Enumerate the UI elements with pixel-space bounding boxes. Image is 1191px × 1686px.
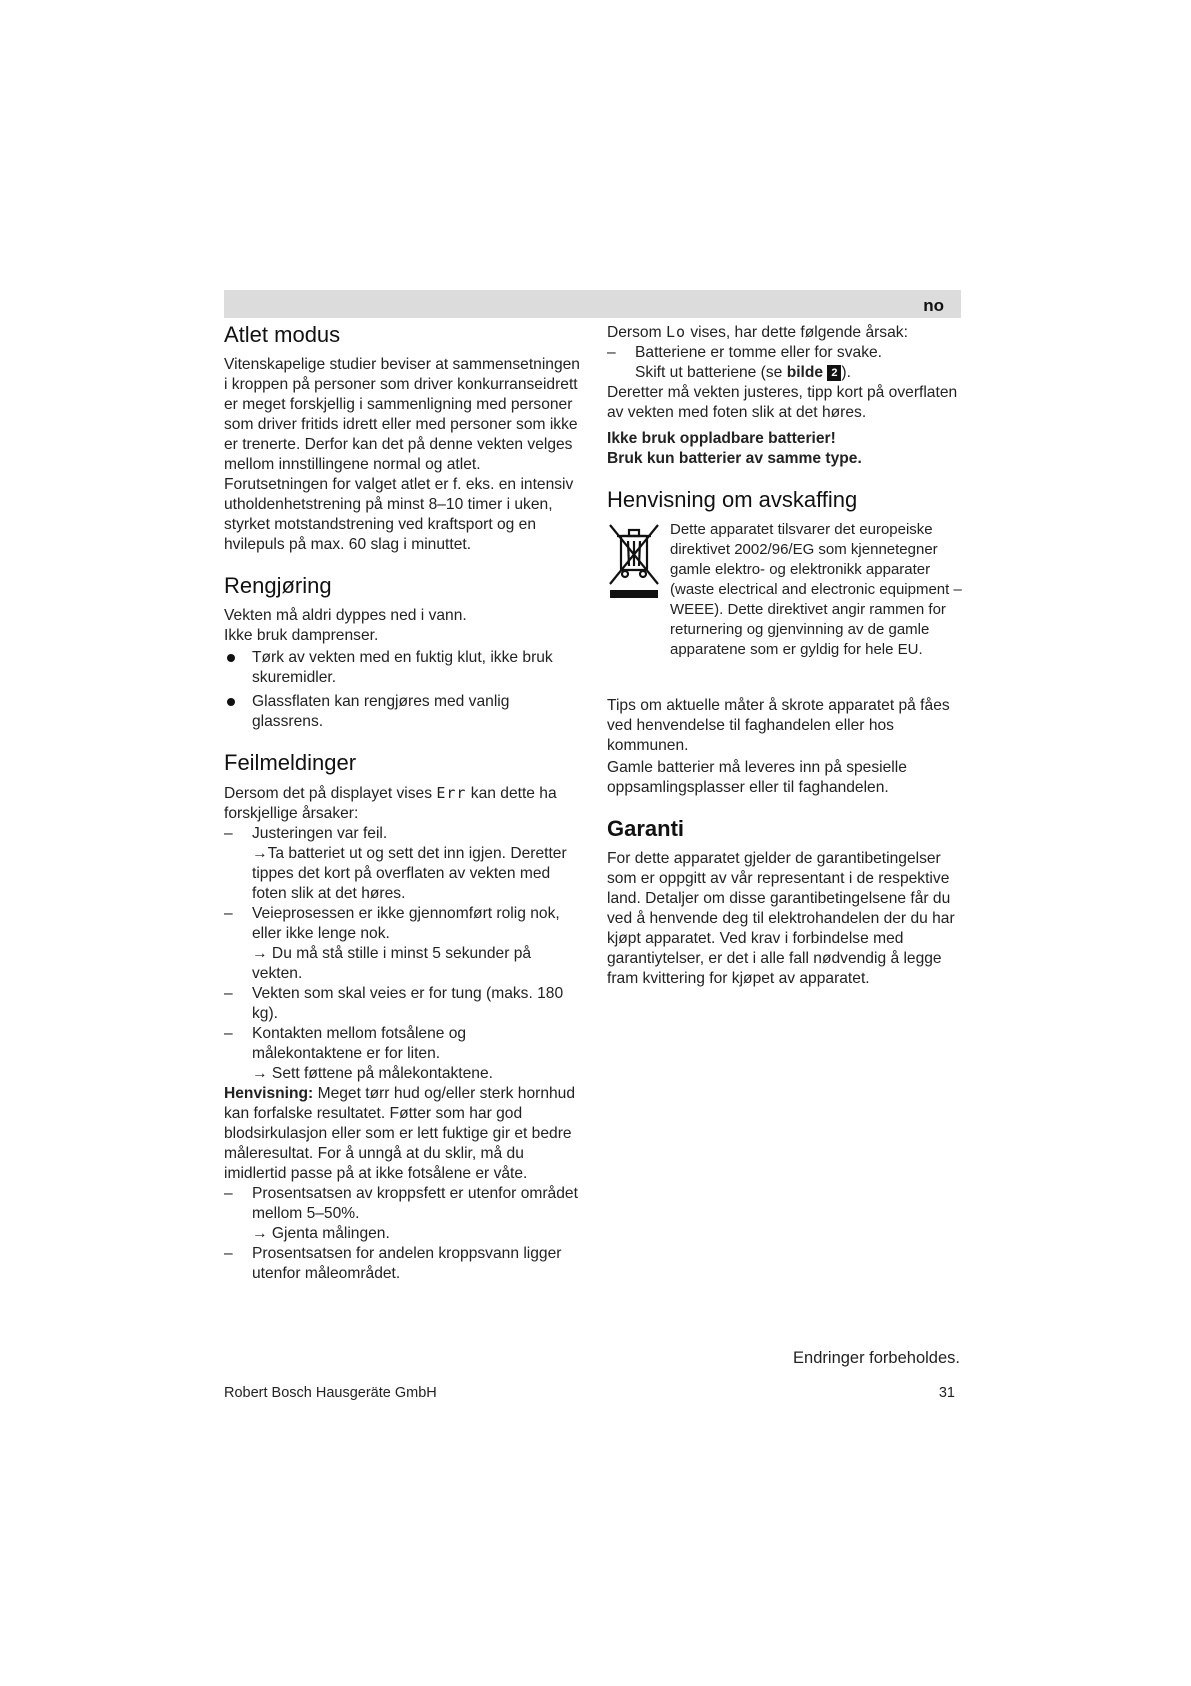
lo-warning-2: Bruk kun batterier av samme type. (607, 450, 862, 467)
section-rengjoring (224, 573, 580, 732)
weee-block (607, 520, 963, 690)
item-text: Veieprosessen er ikke gjennomført rolig nok, eller ikke lenge nok. (252, 905, 560, 942)
header-bar (224, 290, 961, 318)
feil-list-2 (224, 1184, 580, 1284)
remedy-bold: bilde (786, 364, 824, 381)
rengjoring-title: Rengjøring (224, 573, 332, 598)
list-item (224, 1184, 580, 1244)
lo-list (607, 343, 963, 383)
garanti-body: For dette apparatet gjelder de garantibetingelser som er oppgitt av vår representant i de respektive land. Detaljer om disse garantibetingelsene får du ved å henvende deg til elektrohandelen der du har kjøpt apparatet. Ved krav i forbindelse med garantiytelser, er det i alle fall nødvendig å legge fram kvittering for kjøpet av apparatet. (607, 850, 955, 987)
feil-intro-post: kan dette ha forskjellige årsaker: (224, 785, 557, 822)
list-item (224, 1244, 580, 1284)
avskaffing-tips: Tips om aktuelle måter å skrote apparatet på fåes ved henvendelse til faghandelen eller hos kommunen. (607, 697, 950, 754)
feil-note (224, 1084, 580, 1184)
weee-text: Dette apparatet tilsvarer det europeiske direktivet 2002/96/EG som kjennetegner gamle elektro- og elektronikk apparater (waste electrical and electronic equipment – WEEE). Dette direktivet angir rammen for returnering og gjenvinning av de gamle apparatene som er gyldig for hele EU. (670, 521, 962, 658)
item-text: Vekten som skal veies er for tung (maks. 180 kg). (252, 985, 564, 1022)
lo-warning-1: Ikke bruk oppladbare batterier! (607, 430, 836, 447)
page-number: 31 (938, 1385, 955, 1401)
list-item (607, 343, 963, 383)
item-text: Kontakten mellom fotsålene og målekontaktene er for liten. (252, 1025, 467, 1062)
list-item (224, 984, 580, 1024)
footer-company: Robert Bosch Hausgeräte GmbH (224, 1385, 437, 1401)
atlet-body: Vitenskapelige studier beviser at sammensetningen i kroppen på personer som driver konkurranseidrett er meget forskjellig i sammenligning med personer som driver fritids idrett eller med personer som ikke er trenerte. Derfor kan det på denne vekten velges mellom innstillingene normal og atlet. Forutsetningen for valget atlet er f. eks. en intensiv utholdenhetstrening på minst 8–10 timer i uken, styrket motstandstrening ved kraftsport og en hvilepuls på max. 60 slag i minuttet. (224, 356, 580, 553)
avskaffing-title: Henvisning om avskaffing (607, 487, 858, 512)
lo-after: Deretter må vekten justeres, tipp kort på overflaten av vekten med foten slik at det høres. (607, 384, 958, 421)
avskaffing-batteries: Gamle batterier må leveres inn på spesielle oppsamlingsplasser eller til faghandelen. (607, 759, 907, 796)
note-label: Henvisning: (224, 1085, 314, 1102)
item-remedy: →Ta batteriet ut og sett det inn igjen. Deretter tippes det kort på overflaten av vekten med foten slik at det høres. (252, 845, 567, 902)
figure-badge: 2 (827, 365, 841, 381)
item-remedy: → Gjenta målingen. (252, 1225, 390, 1242)
item-remedy: → Sett føttene på målekontaktene. (252, 1065, 493, 1082)
left-column (224, 322, 580, 1284)
lo-intro-pre: Dersom (607, 324, 662, 341)
section-garanti (607, 816, 963, 989)
list-item: Tørk av vekten med en fuktig klut, ikke bruk skuremidler. (224, 648, 580, 688)
feil-title: Feilmeldinger (224, 750, 357, 775)
right-column (607, 322, 963, 989)
garanti-title: Garanti (607, 816, 685, 841)
item-remedy: → Du må stå stille i minst 5 sekunder på vekten. (252, 945, 532, 982)
footer-note: Endringer forbeholdes. (793, 1349, 960, 1367)
crossed-out-bin-icon (607, 522, 661, 602)
remedy-pre: Skift ut batteriene (se (635, 364, 787, 381)
rengjoring-line2: Ikke bruk damprenser. (224, 627, 379, 644)
language-code: no (923, 296, 944, 315)
list-item (224, 904, 580, 984)
section-lo (607, 322, 963, 469)
item-text: Batteriene er tomme eller for svake. (635, 344, 883, 361)
lo-display-symbol: Lo (665, 323, 686, 341)
feil-list (224, 824, 580, 1084)
item-text: Justeringen var feil. (252, 825, 388, 842)
rengjoring-bullets (224, 648, 580, 732)
list-item (224, 1024, 580, 1084)
err-display-symbol: Err (436, 784, 467, 802)
remedy-post: ). (841, 364, 851, 381)
lo-intro (607, 322, 963, 343)
feil-intro-pre: Dersom det på displayet vises (224, 785, 433, 802)
item-text: Prosentsatsen for andelen kroppsvann ligger utenfor måleområdet. (252, 1245, 562, 1282)
list-item: Glassflaten kan rengjøres med vanlig glassrens. (224, 692, 580, 732)
item-text: Prosentsatsen av kroppsfett er utenfor området mellom 5–50%. (252, 1185, 578, 1222)
rengjoring-line1: Vekten må aldri dyppes ned i vann. (224, 607, 467, 624)
list-item (224, 824, 580, 904)
note-text: Meget tørr hud og/eller sterk hornhud kan forfalske resultatet. Føtter som har god blodsirkulasjon eller som er lett fuktige gir et bedre måleresultat. For å unngå at du sklir, må du imidlertid passe på at ikke fotsålene er våte. (224, 1085, 576, 1182)
lo-intro-post: vises, har dette følgende årsak: (690, 324, 908, 341)
item-remedy (635, 363, 963, 383)
section-atlet-modus (224, 322, 580, 555)
section-avskaffing (607, 487, 963, 798)
feil-intro (224, 783, 580, 824)
atlet-title: Atlet modus (224, 322, 341, 347)
section-feilmeldinger (224, 750, 580, 1284)
